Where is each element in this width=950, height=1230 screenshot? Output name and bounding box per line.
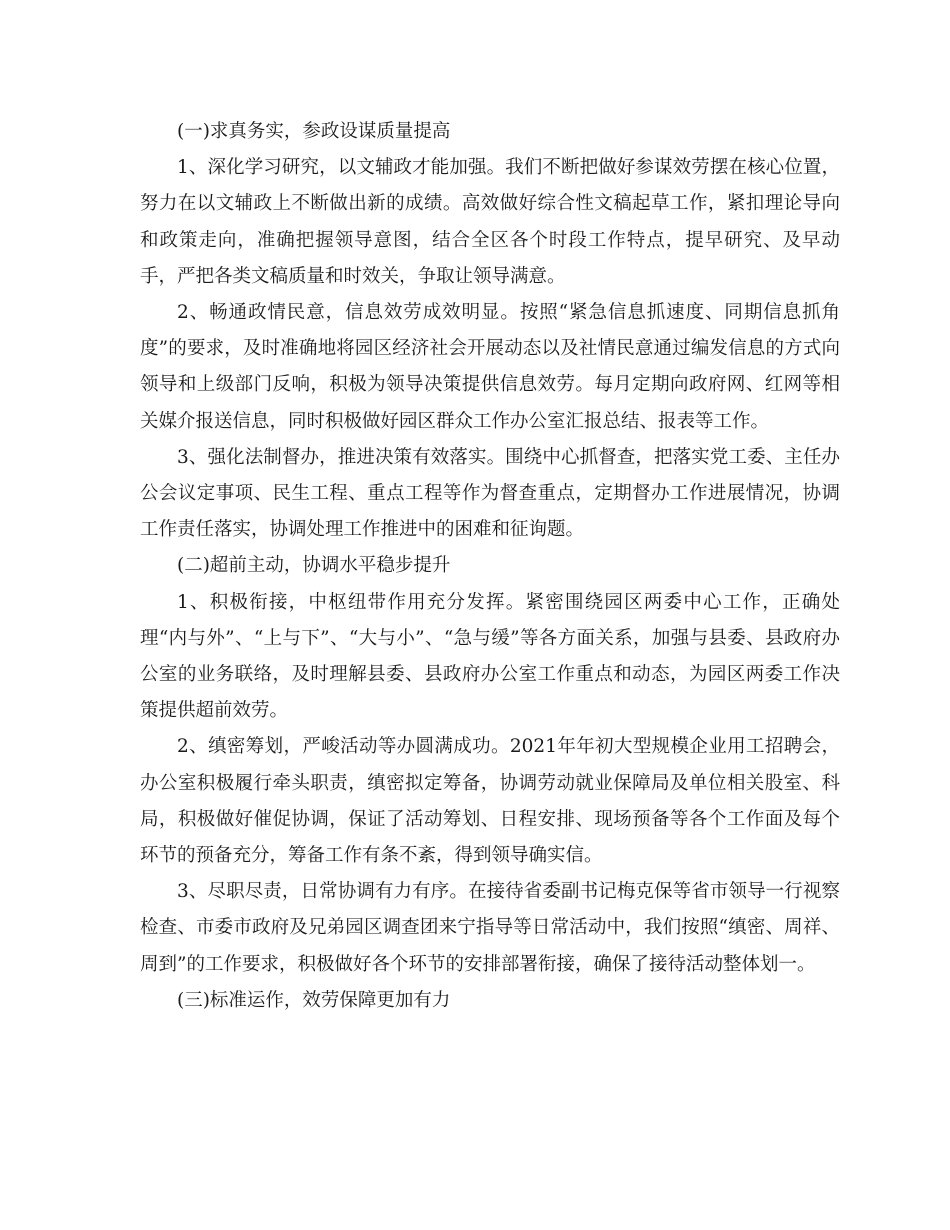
paragraph: 1、深化学习研究，以文辅政才能加强。我们不断把做好参谋效劳摆在核心位置，努力在以文辅政上不断做出新的成绩。高效做好综合性文稿起草工作，紧扣理论导向和政策走向，准确把握领导意图，结合全区各个时段工作特点，提早研究、及早动手，严把各类文稿质量和时效关，争取让领导满意。 (140, 157, 840, 287)
paragraph: 1、积极衔接，中枢纽带作用充分发挥。紧密围绕园区两委中心工作，正确处理“内与外”、“上与下”、“大与小”、“急与缓”等各方面关系，加强与县委、县政府办公室的业务联络，及时理解县委、县政府办公室工作重点和动态，为园区两委工作决策提供超前效劳。 (140, 591, 840, 722)
section-heading-2: (二)超前主动，协调水平稳步提升 (177, 555, 451, 577)
paragraph: 3、尽职尽责，日常协调有力有序。在接待省委副书记梅克保等省市领导一行视察检查、市委市政府及兄弟园区调查团来宁指导等日常活动中，我们按照“缜密、周祥、周到”的工作要求，积极做好各个环节的安排部署衔接，确保了接待活动整体划一。 (140, 881, 840, 975)
section-heading-3: (三)标准运作，效劳保障更加有力 (177, 989, 451, 1011)
document-body (140, 114, 840, 1019)
paragraph: 2、缜密筹划，严峻活动等办圆满成功。2021年年初大型规模企业用工招聘会，办公室积极履行牵头职责，缜密拟定筹备，协调劳动就业保障局及单位相关股室、科局，积极做好催促协调，保证了活动筹划、日程安排、现场预备等各个工作面及每个环节的预备充分，筹备工作有条不紊，得到领导确实信。 (140, 736, 840, 867)
section-heading-1: (一)求真务实，参政设谋质量提高 (177, 121, 451, 142)
paragraph: 2、畅通政情民意，信息效劳成效明显。按照“紧急信息抓速度、同期信息抓角度”的要求，及时准确地将园区经济社会开展动态以及社情民意通过编发信息的方式向领导和上级部门反响，积极为领导决策提供信息效劳。每月定期向政府网、红网等相关媒介报送信息，同时积极做好园区群众工作办公室汇报总结、报表等工作。 (140, 302, 840, 432)
paragraph: 3、强化法制督办，推进决策有效落实。围绕中心抓督查，把落实党工委、主任办公会议定事项、民生工程、重点工程等作为督查重点，定期督办工作进展情况，协调工作责任落实，协调处理工作推进中的困难和征询题。 (140, 446, 840, 541)
